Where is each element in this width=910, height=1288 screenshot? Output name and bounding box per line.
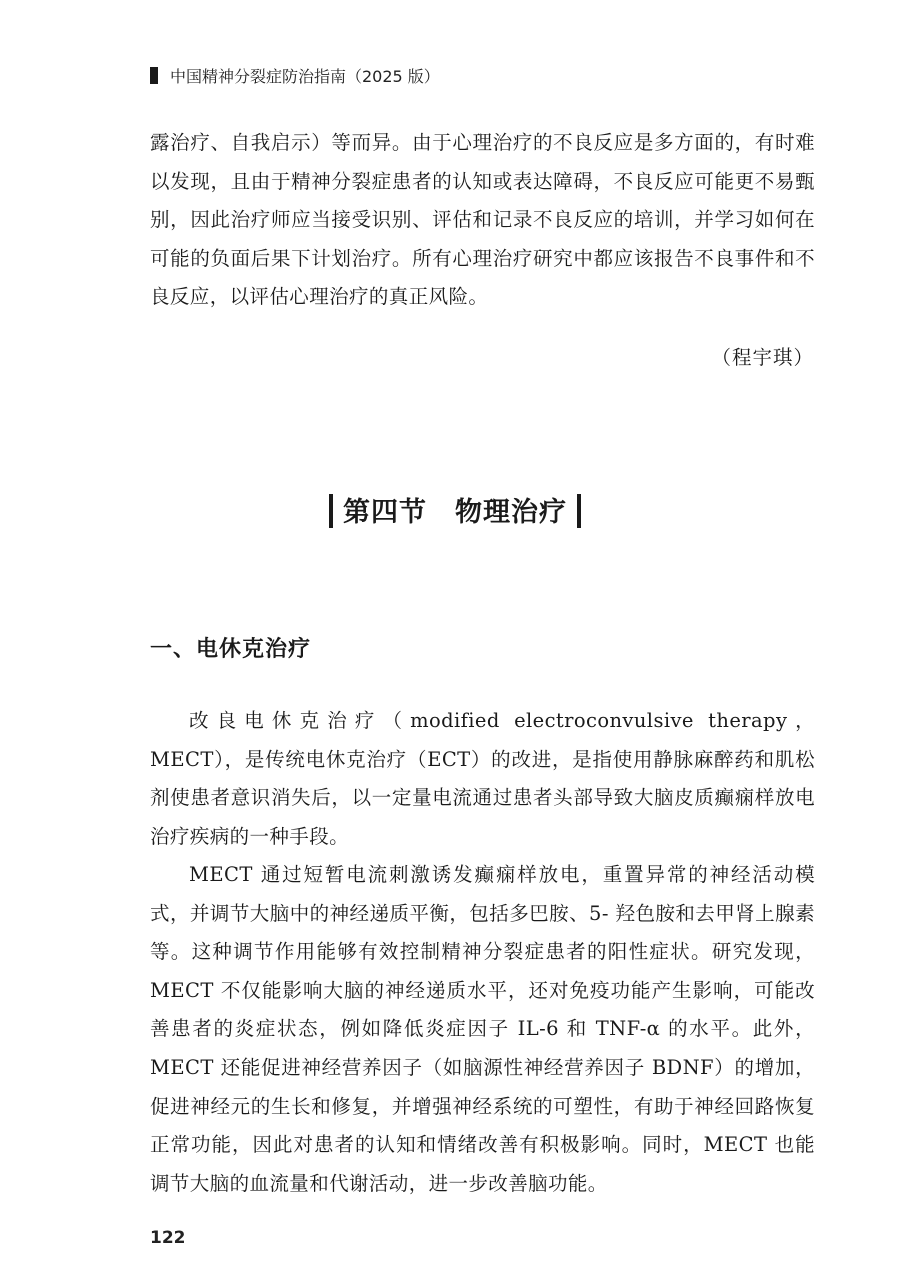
section-title-left-bar-icon — [329, 494, 333, 528]
running-header — [150, 64, 440, 87]
continued-paragraph: 露治疗、自我启示）等而异。由于心理治疗的不良反应是多方面的，有时难以发现，且由于精神分裂症患者的认知或表达障碍，不良反应可能更不易甄别，因此治疗师应当接受识别、评估和记录不良反应的培训，并学习如何在可能的负面后果下计划治疗。所有心理治疗研究中都应该报告不良事件和不良反应，以评估心理治疗的真正风险。 — [150, 131, 815, 309]
mect-definition-paragraph: 改良电休克治疗（modified electroconvulsive therapy，MECT），是传统电休克治疗（ECT）的改进，是指使用静脉麻醉药和肌松剂使患者意识消失后，以一定量电流通过患者头部导致大脑皮质癫痫样放电治疗疾病的一种手段。 — [150, 709, 815, 848]
section-title-right-bar-icon — [577, 494, 581, 528]
author-signature: （程宇琪） — [711, 346, 814, 369]
subsection-heading: 一、电休克治疗 — [150, 637, 312, 662]
header-marker-icon — [150, 67, 158, 84]
section-title — [0, 490, 910, 531]
running-title: 中国精神分裂症防治指南（2025 版） — [170, 67, 440, 86]
mect-mechanism-paragraph: MECT 通过短暂电流刺激诱发癫痫样放电，重置异常的神经活动模式，并调节大脑中的神经递质平衡，包括多巴胺、5- 羟色胺和去甲肾上腺素等。这种调节作用能够有效控制精神分裂症患者的阳性症状。研究发现，MECT 不仅能影响大脑的神经递质水平，还对免疫功能产生影响，可能改善患者的炎症状态，例如降低炎症因子 IL-6 和 TNF-α 的水平。此外，MECT 还能促进神经营养因子（如脑源性神经营养因子 BDNF）的增加，促进神经元的生长和修复，并增强神经系统的可塑性，有助于神经回路恢复正常功能，因此对患者的认知和情绪改善有积极影响。同时，MECT 也能调节大脑的血流量和代谢活动，进一步改善脑功能。 — [150, 863, 815, 1195]
page-number: 122 — [150, 1228, 186, 1248]
section-title-text: 第四节 物理治疗 — [343, 497, 567, 528]
